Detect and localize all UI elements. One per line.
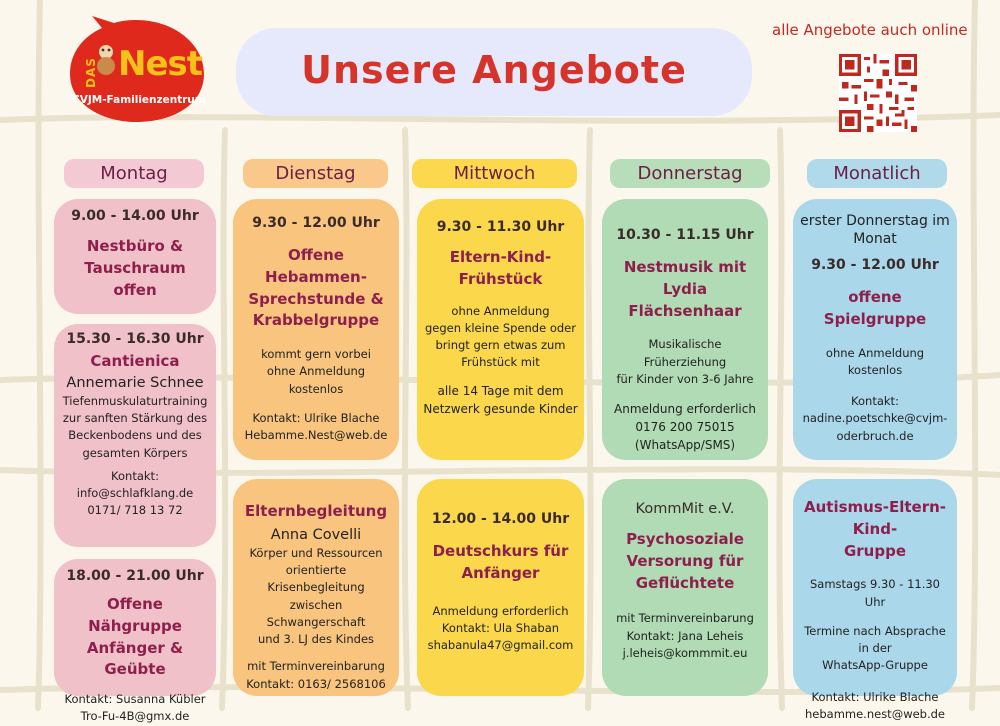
card-contact: Kontakt: Ula Shaban: [441, 620, 560, 635]
card-heading: Psychosoziale: [626, 530, 744, 548]
card-detail: ohne Anmeldung: [266, 364, 366, 379]
card-email[interactable]: info@schlafklang.de: [76, 486, 194, 500]
card-time: 10.30 - 11.15 Uhr: [616, 227, 754, 243]
card-detail: für Kinder von 3-6 Jahre: [616, 371, 754, 386]
card-heading: Anfänger: [461, 563, 540, 582]
card-naehgruppe: [54, 559, 216, 724]
card-time: 12.00 - 14.00 Uhr: [431, 511, 570, 527]
card-contact: mit Terminvereinbarung: [247, 659, 385, 674]
card-heading: Frühstück: [458, 269, 543, 288]
card-time: 9.30 - 12.00 Uhr: [811, 257, 939, 273]
card-time: 9.00 - 14.00 Uhr: [71, 208, 199, 224]
card-detail: orientierte Krisenbegleitung: [267, 563, 365, 595]
logo-nest-text: Nest: [118, 44, 203, 84]
card-detail: bringt gern etwas zum: [435, 338, 566, 352]
card-detail: Anmeldung erforderlich: [432, 603, 569, 618]
day-header-dienstag: Dienstag: [243, 159, 388, 188]
card-detail: Frühstück mit: [461, 355, 540, 370]
card-email[interactable]: nadine.poetschke@cvjm-: [802, 411, 948, 426]
card-detail: gesamten Körpers: [82, 445, 188, 460]
day-header-monatlich: Monatlich: [807, 159, 947, 188]
card-detail: Beckenbodens und des: [68, 428, 202, 443]
card-detail: kostenlos: [288, 381, 344, 396]
card-phone[interactable]: Kontakt: 0163/ 2568106: [246, 676, 386, 691]
card-phone[interactable]: 0176 200 75015: [635, 420, 735, 434]
card-heading: Anfänger & Geübte: [86, 638, 184, 679]
card-person: Anna Covelli: [270, 526, 362, 543]
card-contact: Kontakt:: [851, 394, 899, 408]
card-heading: Sprechstunde &: [248, 289, 384, 308]
card-detail: WhatsApp-Gruppe: [822, 658, 928, 673]
card-heading: Gruppe: [843, 541, 907, 560]
card-time: 18.00 - 21.00 Uhr: [66, 568, 204, 584]
card-schedule: erster Donnerstag im: [800, 213, 950, 229]
card-cantienica: [54, 324, 216, 547]
card-nestmusik: [602, 199, 768, 460]
card-detail: ohne Anmeldung: [825, 345, 925, 360]
card-detail: (WhatsApp/SMS): [634, 438, 736, 452]
card-schedule: Monat: [853, 231, 897, 247]
card-note: Netzwerk gesunde Kinder: [423, 401, 578, 416]
card-hebammen-sprechstunde: [233, 199, 399, 460]
card-email[interactable]: j.leheis@kommmit.eu: [622, 645, 748, 660]
card-email[interactable]: oderbruch.de: [836, 428, 914, 443]
card-detail: gegen kleine Spende oder: [425, 320, 576, 335]
card-person: Annemarie Schnee: [66, 374, 204, 391]
card-detail: kommt gern vorbei: [261, 347, 371, 361]
day-header-donnerstag: Donnerstag: [610, 159, 770, 188]
card-elternbegleitung: [233, 479, 399, 696]
card-time: 9.30 - 11.30 Uhr: [436, 219, 565, 235]
card-detail: ohne Anmeldung: [451, 303, 550, 318]
card-time: 15.30 - 16.30 Uhr: [66, 331, 204, 347]
card-spielgruppe: [793, 199, 957, 460]
card-heading: Offene Nähgruppe: [88, 595, 182, 635]
logo-das-text: DAS: [84, 57, 98, 88]
card-detail: zur sanften Stärkung des: [62, 411, 208, 425]
card-contact: Kontakt:: [111, 468, 159, 483]
card-heading: Tauschraum: [84, 258, 186, 277]
card-detail: Tiefenmuskulaturtraining: [62, 393, 208, 408]
logo-subtitle: CVJM-Familienzentrum: [72, 94, 206, 106]
qr-code-icon[interactable]: [839, 54, 917, 132]
page-title: Unsere Angebote: [301, 48, 687, 92]
card-heading: Versorung für: [626, 551, 744, 570]
card-heading: Nestbüro &: [86, 237, 184, 255]
card-detail: zwischen Schwangerschaft: [266, 597, 366, 629]
card-schedule: Samstags 9.30 - 11.30 Uhr: [809, 577, 941, 609]
card-email[interactable]: hebamme.nest@web.de: [804, 706, 946, 721]
card-heading: Elternbegleitung: [244, 502, 388, 520]
card-detail: Körper und Ressourcen: [249, 545, 383, 560]
card-heading: Deutschkurs für: [432, 542, 569, 560]
card-heading: Nestmusik mit: [623, 258, 747, 276]
nest-logo: [62, 14, 210, 126]
card-deutschkurs: [417, 479, 584, 696]
card-detail: und 3. LJ des Kindes: [257, 632, 375, 646]
card-detail: mit Terminvereinbarung: [616, 611, 754, 626]
card-email[interactable]: Tro-Fu-4B@gmx.de: [80, 709, 190, 724]
card-organization: KommMit e.V.: [635, 501, 735, 517]
card-heading: offene Spielgruppe: [823, 288, 927, 328]
card-contact: Kontakt: Susanna Kübler: [64, 692, 206, 706]
card-phone[interactable]: 0171/ 718 13 72: [87, 503, 183, 518]
card-contact: Kontakt: Ulrike Blache: [252, 410, 380, 425]
card-detail: Musikalische Früherziehung: [643, 337, 727, 369]
card-detail: Termine nach Absprache in der: [804, 623, 946, 655]
card-heading: Cantienica: [90, 352, 180, 370]
card-email[interactable]: shabanula47@gmail.com: [427, 638, 574, 652]
card-time: 9.30 - 12.00 Uhr: [252, 215, 380, 231]
card-detail: kostenlos: [847, 362, 903, 377]
card-heading: offen: [113, 280, 157, 299]
online-note[interactable]: alle Angebote auch online: [772, 21, 968, 39]
card-detail: Anmeldung erforderlich: [614, 402, 756, 416]
day-header-montag: Montag: [64, 159, 204, 188]
card-email[interactable]: Hebamme.Nest@web.de: [244, 428, 388, 442]
day-header-mittwoch: Mittwoch: [412, 159, 577, 188]
card-contact: Kontakt: Ulrike Blache: [811, 689, 939, 704]
card-heading: Lydia Flächsenhaar: [628, 279, 742, 320]
card-contact: Kontakt: Jana Leheis: [626, 628, 744, 643]
card-heading: Geflüchtete: [635, 573, 735, 592]
card-note: alle 14 Tage mit dem: [437, 383, 564, 398]
card-heading: Eltern-Kind-: [449, 248, 552, 266]
card-autismus-gruppe: [793, 479, 957, 721]
card-kommmit: [602, 479, 768, 696]
card-nestbuero: [54, 199, 216, 314]
card-eltern-kind-fruehstueck: [417, 199, 584, 460]
card-heading: Krabbelgruppe: [252, 311, 380, 330]
card-heading: Autismus-Eltern-Kind-: [803, 498, 947, 538]
card-heading: Offene Hebammen-: [265, 246, 367, 286]
